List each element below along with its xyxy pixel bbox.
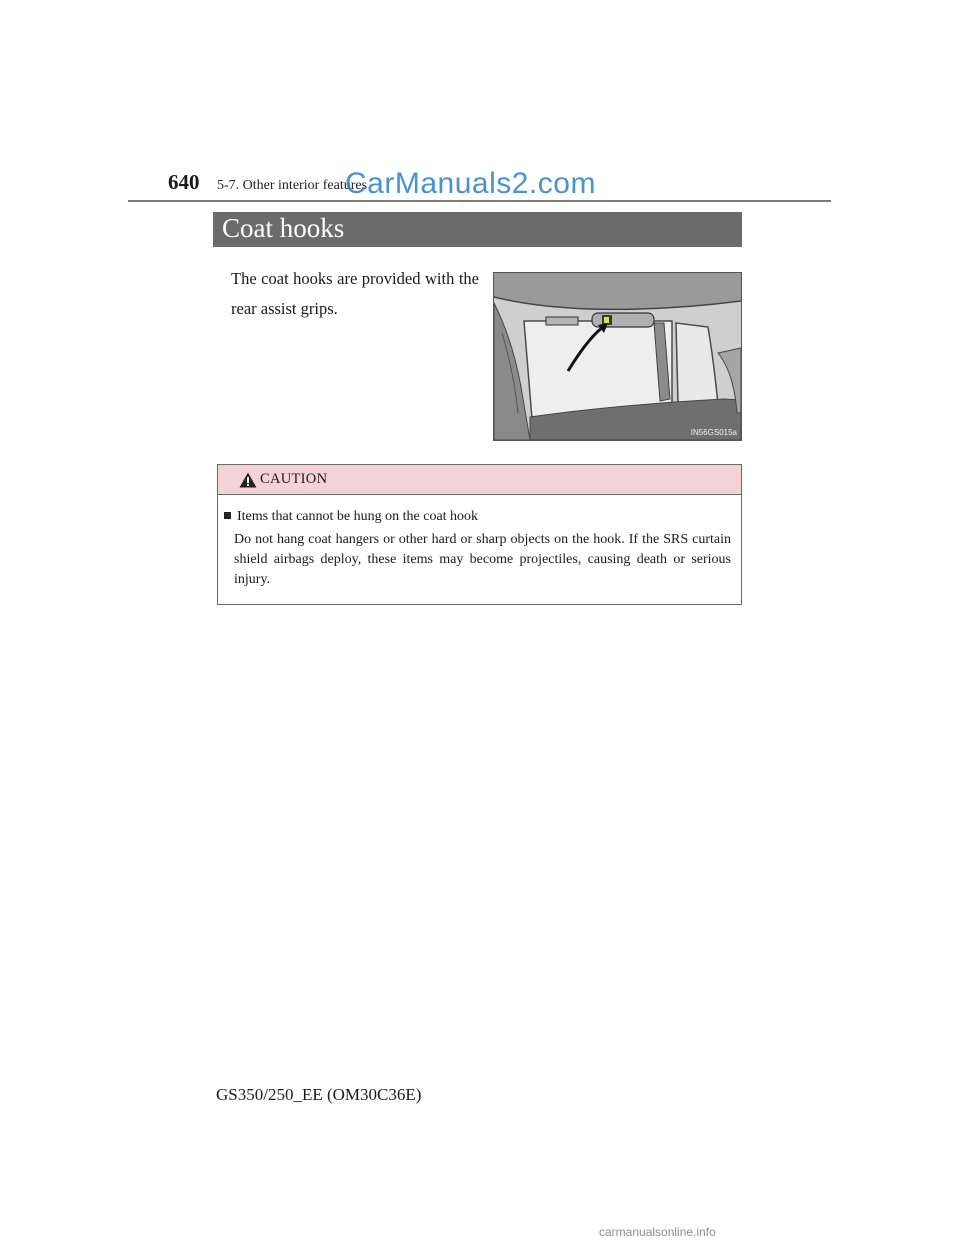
square-bullet-icon bbox=[224, 512, 231, 519]
coat-hook-illustration bbox=[493, 272, 742, 441]
page-number: 640 bbox=[168, 170, 200, 194]
caution-header bbox=[218, 465, 741, 495]
warning-triangle-icon bbox=[239, 472, 257, 488]
caution-item-text: Do not hang coat hangers or other hard or sharp objects on the hook. If the SRS curtain shield airbags deploy, these items may become projectiles, causing death or serious injury. bbox=[234, 532, 731, 587]
section-title: Coat hooks bbox=[222, 213, 345, 243]
body-paragraph: The coat hooks are provided with the rear assist grips. bbox=[231, 269, 479, 318]
caution-item-title bbox=[224, 509, 478, 525]
footer-watermark[interactable]: carmanualsonline.info bbox=[599, 1225, 716, 1239]
car-interior-illustration bbox=[494, 273, 741, 440]
footer-model-code: GS350/250_EE (OM30C36E) bbox=[216, 1085, 422, 1104]
caution-box bbox=[217, 464, 742, 605]
header-rule bbox=[128, 200, 831, 202]
watermark-logo[interactable]: CarManuals2.com bbox=[345, 167, 596, 200]
caution-label: CAUTION bbox=[260, 471, 328, 487]
caution-item-title-text: Items that cannot be hung on the coat hook bbox=[237, 509, 479, 524]
section-label: 5-7. Other interior features bbox=[217, 178, 368, 193]
figure-code: IN56GS015a bbox=[690, 428, 737, 437]
